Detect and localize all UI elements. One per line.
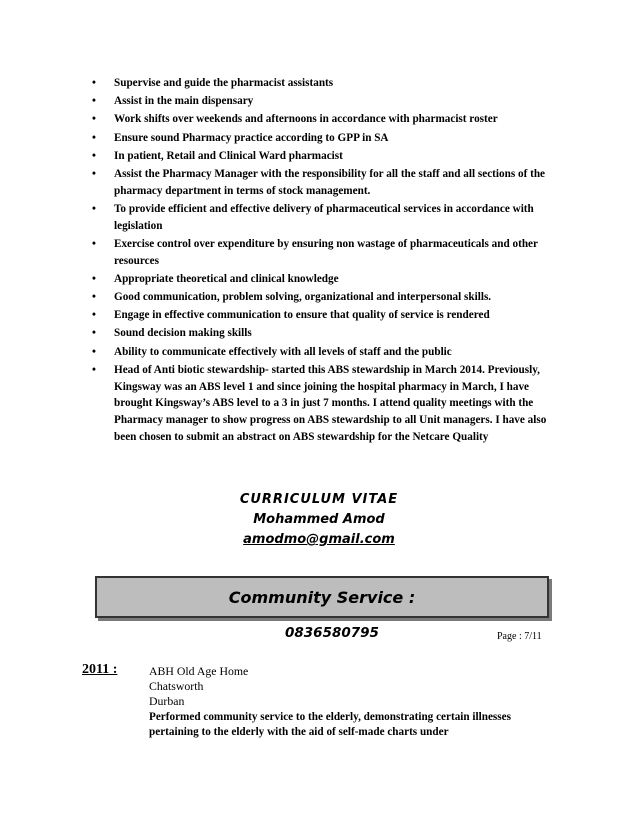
bullet-icon: • — [92, 202, 96, 215]
list-item — [92, 289, 562, 306]
list-item-text: Sound decision making skills — [114, 327, 252, 340]
bullet-icon: • — [92, 345, 96, 358]
bullet-icon: • — [92, 77, 96, 89]
list-item-text: Ability to communicate effectively with all levels of staff and the public — [114, 345, 452, 358]
bullet-icon: • — [92, 327, 96, 340]
bullet-icon: • — [92, 237, 96, 250]
page-number: Page : 7/11 — [497, 631, 542, 642]
list-item-text: Assist in the main dispensary — [114, 95, 254, 108]
list-item-text: Head of Anti biotic stewardship- started this ABS stewardship in March 2014. Previously, Kingsway was an ABS level 1 and since joining the hospital pharmacy in March, I have brought Kingsway’s ABS level to a 3 in just 7 months. I attend quality meetings with the Pharmacy manager to show progress on ABS stewardship to all Unit managers. I have also been chosen to submit an abstract on ABS stewardship for the Netcare Quality — [114, 363, 547, 444]
list-item-text: Good communication, problem solving, organizational and interpersonal skills. — [114, 291, 492, 304]
bullet-icon: • — [92, 272, 96, 285]
list-item — [92, 148, 562, 165]
list-item-text: Appropriate theoretical and clinical knowledge — [114, 272, 339, 285]
list-item-text: Engage in effective communication to ensure that quality of service is rendered — [114, 309, 490, 322]
list-item — [92, 344, 562, 361]
cv-name: Mohammed Amod — [253, 512, 385, 527]
bullet-icon: • — [92, 363, 96, 376]
bullet-icon: • — [92, 167, 96, 180]
list-item — [92, 93, 562, 110]
list-item-text: Assist the Pharmacy Manager with the responsibility for all the staff and all sections of the pharmacy department in terms of stock management. — [114, 167, 546, 197]
bullet-icon: • — [92, 131, 96, 144]
entry-city: Durban — [149, 694, 185, 709]
list-item — [92, 201, 562, 235]
cv-title: CURRICULUM VITAE — [239, 492, 399, 507]
responsibilities-list — [92, 75, 562, 447]
list-item — [92, 362, 562, 446]
list-item — [92, 166, 562, 200]
entry-organization: ABH Old Age Home — [149, 664, 249, 678]
list-item-text: To provide efficient and effective delivery of pharmaceutical services in accordance with legislation — [114, 202, 534, 232]
list-item — [92, 236, 562, 270]
list-item-text: In patient, Retail and Clinical Ward pharmacist — [114, 149, 343, 162]
entry-area: Chatsworth — [149, 679, 204, 694]
section-title: Community Service : — [228, 587, 416, 607]
list-item — [92, 130, 562, 147]
bullet-icon: • — [92, 309, 96, 322]
entry-details — [149, 664, 549, 740]
list-item-text: Ensure sound Pharmacy practice according to GPP in SA — [114, 131, 389, 144]
entry-description: Performed community service to the elderly, demonstrating certain illnesses pertaining to the elderly with the aid of self-made charts under — [149, 710, 511, 738]
list-item-text: Supervise and guide the pharmacist assistants — [114, 77, 334, 89]
list-item — [92, 271, 562, 288]
list-item — [92, 111, 562, 128]
bullet-icon: • — [92, 95, 96, 108]
bullet-icon: • — [92, 149, 96, 162]
cv-email-link[interactable]: amodmo@gmail.com — [243, 532, 395, 547]
bullet-icon: • — [92, 291, 96, 304]
list-item-text: Exercise control over expenditure by ensuring non wastage of pharmaceuticals and other resources — [114, 237, 538, 267]
list-item — [92, 75, 562, 92]
section-header-box — [95, 576, 549, 618]
entry-year: 2011 : — [82, 662, 118, 677]
list-item-text: Work shifts over weekends and afternoons in accordance with pharmacist roster — [114, 113, 498, 126]
list-item — [92, 325, 562, 342]
phone-number: 0836580795 — [285, 625, 379, 641]
bullet-icon: • — [92, 113, 96, 126]
list-item — [92, 307, 562, 324]
